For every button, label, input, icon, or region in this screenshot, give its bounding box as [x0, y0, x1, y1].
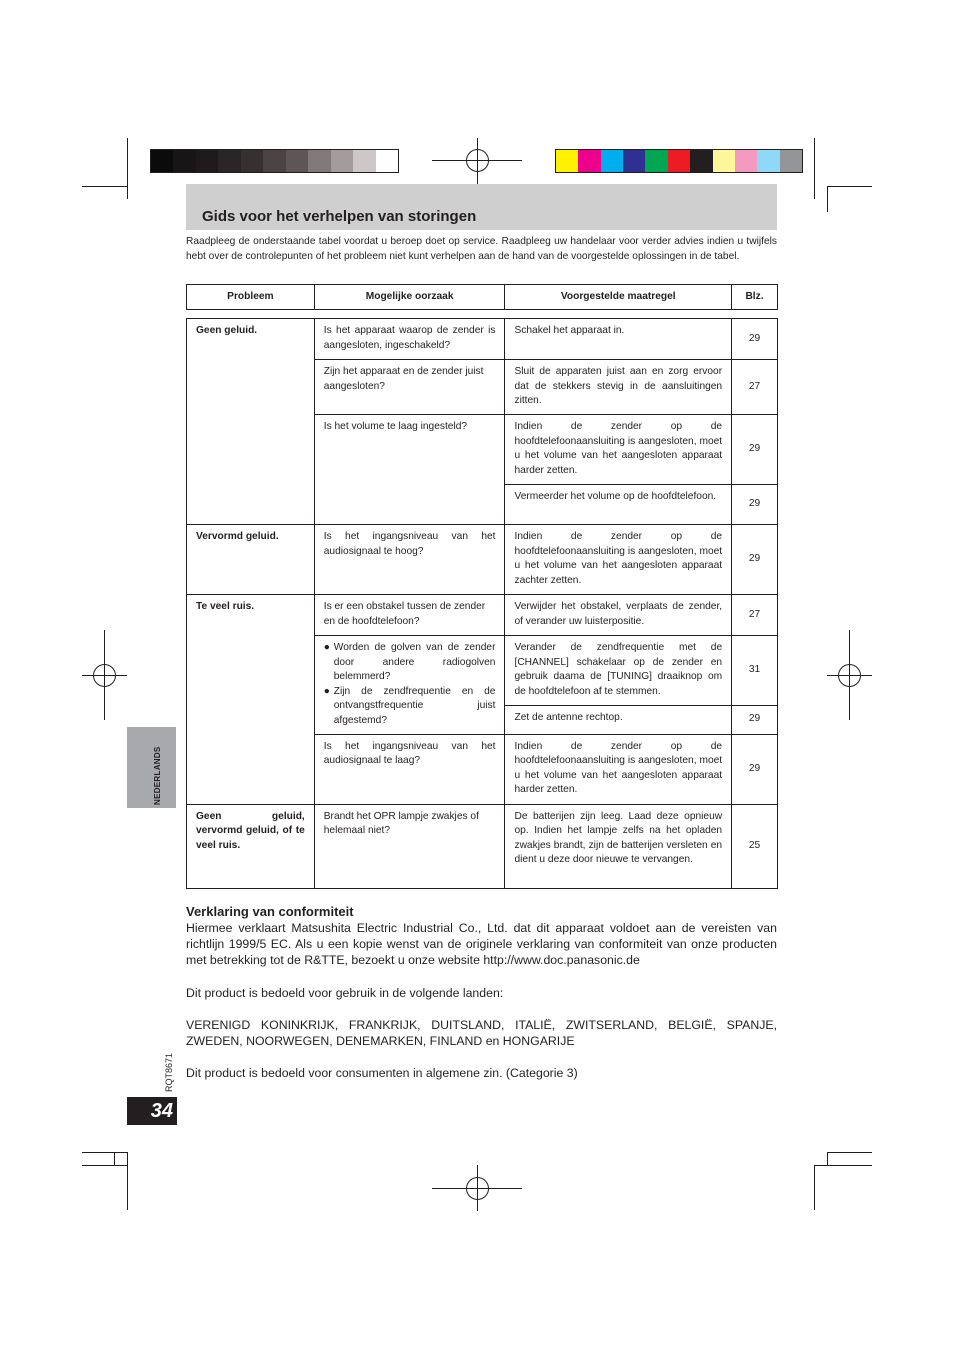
header-cause: Mogelijke oorzaak — [314, 285, 505, 310]
header-remedy: Voorgestelde maatregel — [505, 285, 732, 310]
cause-cell: Zijn het apparaat en de zender juist aangesloten? — [314, 360, 505, 415]
page-ref: 27 — [732, 360, 778, 415]
grey-swatch-1 — [173, 150, 195, 172]
grey-swatch-7 — [308, 150, 330, 172]
remedy-cell: Zet de antenne rechtop. — [505, 705, 732, 734]
countries-intro: Dit product is bedoeld voor gebruik in de volgende landen: — [186, 986, 504, 1000]
grey-swatch-9 — [353, 150, 375, 172]
bullet-icon: ● — [323, 685, 330, 697]
grey-swatch-8 — [331, 150, 353, 172]
problem-cell: Te veel ruis. — [187, 595, 315, 805]
page-ref: 29 — [732, 734, 778, 804]
page-ref: 29 — [732, 705, 778, 734]
language-tab-label: NEDERLANDS — [153, 746, 162, 805]
remedy-cell: Schakel het apparaat in. — [505, 319, 732, 360]
cause-cell: Is het volume te laag ingesteld? — [314, 415, 505, 525]
grey-swatch-2 — [196, 150, 218, 172]
greyscale-calibration-bar — [150, 149, 399, 173]
color-swatch-9 — [757, 150, 779, 172]
table-row — [187, 804, 778, 888]
cause-cell: Is het ingangsniveau van het audiosignaal te hoog? — [314, 525, 505, 595]
bullet-icon: ● — [323, 642, 330, 653]
cause-cell: Brandt het OPR lampje zwakjes of helemaal niet? — [314, 804, 505, 888]
color-swatch-2 — [601, 150, 623, 172]
remedy-cell: Indien de zender op de hoofdtelefoonaansluiting is aangesloten, moet u het volume van het aangesloten apparaat zachter zetten. — [505, 525, 732, 595]
header-page: Blz. — [732, 285, 778, 310]
problem-cell: Geen geluid. — [187, 319, 315, 525]
page-ref: 25 — [732, 804, 778, 888]
language-tab — [127, 727, 176, 808]
page-ref: 29 — [732, 415, 778, 485]
remedy-cell: Indien de zender op de hoofdtelefoonaansluiting is aangesloten, moet u het volume van het aangesloten apparaat harder zetten. — [505, 415, 732, 485]
page-ref: 29 — [732, 319, 778, 360]
remedy-cell: Indien de zender op de hoofdtelefoonaansluiting is aangesloten, moet u het volume van het aangesloten apparaat harder zetten. — [505, 734, 732, 804]
color-swatch-4 — [645, 150, 667, 172]
page-title: Gids voor het verhelpen van storingen — [202, 208, 477, 225]
grey-swatch-10 — [376, 150, 398, 172]
table-row — [187, 525, 778, 595]
cause-cell: Is het apparaat waarop de zender is aangesloten, ingeschakeld? — [314, 319, 505, 360]
countries-list: VERENIGD KONINKRIJK, FRANKRIJK, DUITSLAND, ITALIË, ZWITSERLAND, BELGIË, SPANJE, ZWEDEN, NOORWEGEN, DENEMARKEN, FINLAND en HONGARIJE — [186, 1018, 777, 1048]
cause-cell: Is het ingangsniveau van het audiosignaal te laag? — [314, 734, 505, 804]
page-ref: 29 — [732, 525, 778, 595]
grey-swatch-3 — [218, 150, 240, 172]
bullet-item: ● Zijn de zendfrequentie en de ontvangstfrequentie juist afgestemd? — [324, 685, 496, 729]
intro-text: Raadpleeg de onderstaande tabel voordat u beroep doet op service. Raadpleeg uw handelaar voor verder advies indien u twijfels hebt over de controlepunten of het probleem niet kunt verhelpen aan de hand van de voorgestelde oplossingen in de tabel. — [186, 236, 777, 262]
color-swatch-7 — [713, 150, 735, 172]
page-ref: 31 — [732, 636, 778, 706]
document-code: RQT8671 — [164, 1052, 174, 1092]
grey-swatch-0 — [151, 150, 173, 172]
conformity-title: Verklaring van conformiteit — [186, 904, 354, 919]
remedy-cell: De batterijen zijn leeg. Laad deze opnieuw op. Indien het lampje zelfs na het opladen zwakjes brandt, zijn de batterijen versleten en dient u deze door nieuwe te vervangen. — [505, 804, 732, 888]
remedy-cell: Sluit de apparaten juist aan en zorg ervoor dat de stekkers stevig in de aansluitingen zitten. — [505, 360, 732, 415]
bullet-item: ● Worden de golven van de zender door andere radiogolven belemmerd? — [324, 641, 496, 685]
page-number: 34 — [127, 1097, 177, 1125]
cause-cell: Is er een obstakel tussen de zender en de hoofdtelefoon? — [314, 595, 505, 636]
remedy-cell: Verwijder het obstakel, verplaats de zender, of verander uw luisterpositie. — [505, 595, 732, 636]
page-ref: 27 — [732, 595, 778, 636]
grey-swatch-4 — [241, 150, 263, 172]
color-swatch-1 — [578, 150, 600, 172]
color-swatch-0 — [556, 150, 578, 172]
conformity-paragraph: Hiermee verklaart Matsushita Electric Industrial Co., Ltd. dat dit apparaat voldoet aan de vereisten van richtlijn 1999/5 EC. Als u een kopie wenst van de originele verklaring van conformiteit van onze producten met betrekking tot de R&TTE, bezoekt u onze website http://www.doc.panasonic.de — [186, 921, 777, 967]
cause-cell — [314, 636, 505, 735]
color-calibration-bar — [555, 149, 803, 173]
header-problem: Probleem — [187, 285, 315, 310]
problem-cell: Geen geluid, vervormd geluid, of te veel ruis. — [187, 804, 315, 888]
table-row — [187, 595, 778, 636]
category-note: Dit product is bedoeld voor consumenten in algemene zin. (Categorie 3) — [186, 1066, 578, 1080]
table-row — [187, 319, 778, 360]
color-swatch-8 — [735, 150, 757, 172]
grey-swatch-6 — [286, 150, 308, 172]
remedy-cell: Vermeerder het volume op de hoofdtelefoon. — [505, 485, 732, 525]
troubleshooting-table — [186, 318, 778, 889]
color-swatch-3 — [623, 150, 645, 172]
remedy-cell: Verander de zendfrequentie met de [CHANNEL] schakelaar op de zender en gebruik daama de [TUNING] draaiknop om de hoofdtelefoon af te stemmen. — [505, 636, 732, 706]
grey-swatch-5 — [263, 150, 285, 172]
color-swatch-10 — [780, 150, 802, 172]
problem-cell: Vervormd geluid. — [187, 525, 315, 595]
color-swatch-6 — [690, 150, 712, 172]
page-ref: 29 — [732, 485, 778, 525]
color-swatch-5 — [668, 150, 690, 172]
table-header — [186, 284, 778, 310]
